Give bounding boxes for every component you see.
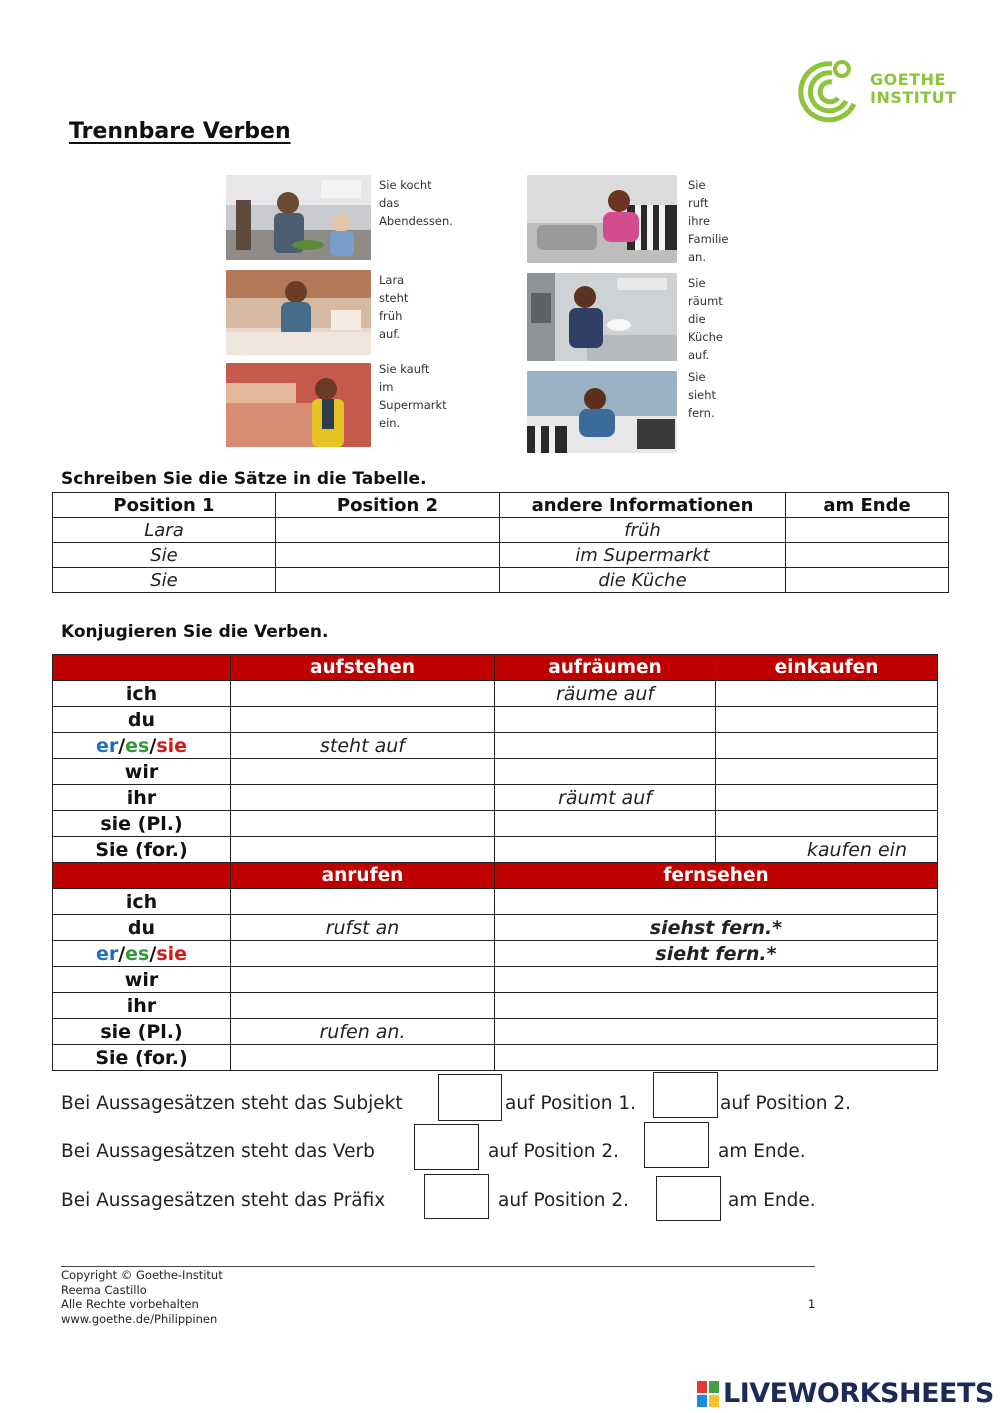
sentence-text: am Ende. [718,1141,806,1162]
photo-caption-line: Sie kauft im [379,362,430,394]
answer-cell[interactable] [495,733,716,759]
table-cell: früh [500,518,786,543]
pronoun-cell: du [53,915,231,941]
table-row [53,889,938,915]
answer-cell[interactable] [231,681,495,707]
footer-line: Copyright © Goethe-Institut [61,1268,223,1282]
table-cell: Lara [53,518,276,543]
photo-column-right [527,175,777,455]
photo-caption-line: Lara steht [379,273,409,305]
header-cell: Position 1 [53,493,276,518]
table1-instruction: Schreiben Sie die Sätze in die Tabelle. [61,469,427,489]
page-number: 1 [808,1297,816,1311]
fill-sentence-1 [61,1093,941,1141]
table-cell: im Supermarkt [500,543,786,568]
cooking-photo [226,175,371,260]
answer-cell[interactable] [231,811,495,837]
answer-box[interactable] [644,1122,709,1168]
table-cell: die Küche [500,568,786,593]
answer-cell[interactable] [495,967,938,993]
table-row [53,1045,938,1071]
answer-cell[interactable]: kaufen ein [716,837,938,863]
answer-cell[interactable] [231,759,495,785]
table-row [53,993,938,1019]
pronoun-cell-er-es-sie [53,733,231,759]
photo-caption-line: Familie an. [688,232,729,264]
answer-cell[interactable] [716,785,938,811]
table-row [53,837,938,863]
answer-cell[interactable]: sieht fern.* [495,941,938,967]
photo-caption-line: Sie räumt die [688,276,723,326]
verb-header: einkaufen [716,655,938,681]
pronoun-cell: sie (Pl.) [53,1019,231,1045]
answer-cell[interactable] [716,681,938,707]
verb-header-row [53,863,938,889]
pronoun-cell: du [53,707,231,733]
answer-cell[interactable]: räume auf [495,681,716,707]
sentence-text: auf Position 2. [498,1190,630,1211]
pronoun-separator: / [118,734,126,757]
header-cell: Position 2 [276,493,500,518]
answer-cell[interactable] [495,811,716,837]
answer-cell[interactable] [786,568,949,593]
answer-cell[interactable] [786,543,949,568]
table-row [53,518,949,543]
header-cell: am Ende [786,493,949,518]
answer-box[interactable] [438,1074,502,1121]
pronoun-cell: ich [53,681,231,707]
answer-cell[interactable] [231,941,495,967]
table-row [53,941,938,967]
kitchen-photo [527,273,677,361]
verb-header: anrufen [231,863,495,889]
photo-caption-line: Abendessen. [379,214,453,228]
table-row [53,759,938,785]
photo-caption-line: Sie ruft ihre [688,178,711,228]
pronoun-cell: ihr [53,785,231,811]
verb-header: aufräumen [495,655,716,681]
shopping-photo [226,363,371,447]
footer-line: Alle Rechte vorbehalten [61,1297,199,1311]
answer-cell[interactable] [786,518,949,543]
footer-link[interactable]: www.goethe.de/Philippinen [61,1311,218,1326]
photo-caption-line: früh auf. [379,309,403,341]
header-cell-empty [53,863,231,889]
header-cell: andere Informationen [500,493,786,518]
pronoun-es: es [125,942,150,965]
answer-cell[interactable]: siehst fern.* [495,915,938,941]
answer-cell[interactable] [276,568,500,593]
header-cell-empty [53,655,231,681]
answer-cell[interactable] [716,759,938,785]
verb-header: aufstehen [231,655,495,681]
brand-name: LIVEWORKSHEETS [723,1378,994,1409]
table2-instruction: Konjugieren Sie die Verben. [61,622,329,642]
table-cell: Sie [53,543,276,568]
photo-caption-line: Küche auf. [688,330,723,362]
pronoun-cell: wir [53,759,231,785]
answer-cell[interactable] [231,707,495,733]
answer-box[interactable] [656,1176,721,1221]
sentence-text: auf Position 2. [720,1093,852,1114]
sentence-text: Bei Aussagesätzen steht das Präfix [61,1190,386,1211]
sentence-text: Bei Aussagesätzen steht das Verb [61,1141,375,1162]
table-row [53,707,938,733]
answer-cell[interactable] [231,785,495,811]
answer-cell[interactable]: steht auf [231,733,495,759]
answer-cell[interactable] [495,837,716,863]
pronoun-cell: sie (Pl.) [53,811,231,837]
footer [61,1268,223,1326]
fill-sentence-3 [61,1190,941,1238]
pronoun-separator: / [149,942,157,965]
answer-box[interactable] [414,1124,479,1170]
goethe-institut-logo [792,56,957,126]
answer-cell[interactable] [495,1019,938,1045]
answer-cell[interactable]: räumt auf [495,785,716,811]
tv-photo [527,371,677,453]
answer-cell[interactable] [276,518,500,543]
sentence-text: auf Position 1. [505,1093,637,1114]
logo-line2: INSTITUT [870,88,957,107]
answer-cell[interactable] [495,707,716,733]
pronoun-sie: sie [156,734,188,757]
answer-cell[interactable] [495,1045,938,1071]
pronoun-cell: Sie (for.) [53,1045,231,1071]
answer-cell[interactable] [495,993,938,1019]
photo-column-left [226,175,476,450]
sentence-table [52,492,949,593]
answer-cell[interactable]: rufst an [231,915,495,941]
answer-cell[interactable] [716,811,938,837]
answer-box[interactable] [424,1174,489,1219]
liveworksheets-logo-icon [697,1381,719,1407]
table-row [53,967,938,993]
table-row [53,785,938,811]
verb-header-row [53,655,938,681]
answer-cell[interactable] [276,543,500,568]
answer-cell[interactable] [231,889,495,915]
table-row [53,1019,938,1045]
pronoun-es: es [125,734,150,757]
photo-caption-line: Sie kocht das [379,178,432,210]
phone-call-photo [527,175,677,263]
fill-sentence-2 [61,1141,941,1189]
answer-box[interactable] [653,1072,718,1118]
waking-up-photo [226,270,371,355]
table-row [53,733,938,759]
sentence-text: auf Position 2. [488,1141,620,1162]
answer-cell[interactable]: rufen an. [231,1019,495,1045]
conjugation-table [52,654,938,1071]
pronoun-cell: Sie (for.) [53,837,231,863]
pronoun-cell-er-es-sie [53,941,231,967]
footer-line: Reema Castillo [61,1282,147,1297]
pronoun-separator: / [118,942,126,965]
pronoun-cell: ich [53,889,231,915]
table-row [53,543,949,568]
photo-caption-line: Supermarkt ein. [379,398,447,430]
answer-cell[interactable] [231,1045,495,1071]
verb-header: fernsehen [495,863,938,889]
pronoun-separator: / [149,734,157,757]
pronoun-sie: sie [156,942,188,965]
answer-cell[interactable] [231,967,495,993]
photo-caption-line: Sie sieht fern. [688,370,717,420]
pronoun-cell: ihr [53,993,231,1019]
table-row [53,681,938,707]
table-row [53,568,949,593]
table-row [53,811,938,837]
answer-cell[interactable] [495,889,938,915]
sentence-text: Bei Aussagesätzen steht das Subjekt [61,1093,403,1114]
answer-cell[interactable] [231,837,495,863]
logo-line1: GOETHE [870,70,946,89]
answer-cell[interactable] [716,733,938,759]
answer-cell[interactable] [716,707,938,733]
goethe-logo-icon [792,56,864,126]
pronoun-cell: wir [53,967,231,993]
page-title: Trennbare Verben [69,119,291,144]
sentence-text: am Ende. [728,1190,816,1211]
table-row [53,915,938,941]
answer-cell[interactable] [231,993,495,1019]
pronoun-er: er [95,942,119,965]
table-cell: Sie [53,568,276,593]
footer-divider [61,1266,815,1267]
answer-cell[interactable] [495,759,716,785]
table-header-row [53,493,949,518]
pronoun-er: er [95,734,119,757]
